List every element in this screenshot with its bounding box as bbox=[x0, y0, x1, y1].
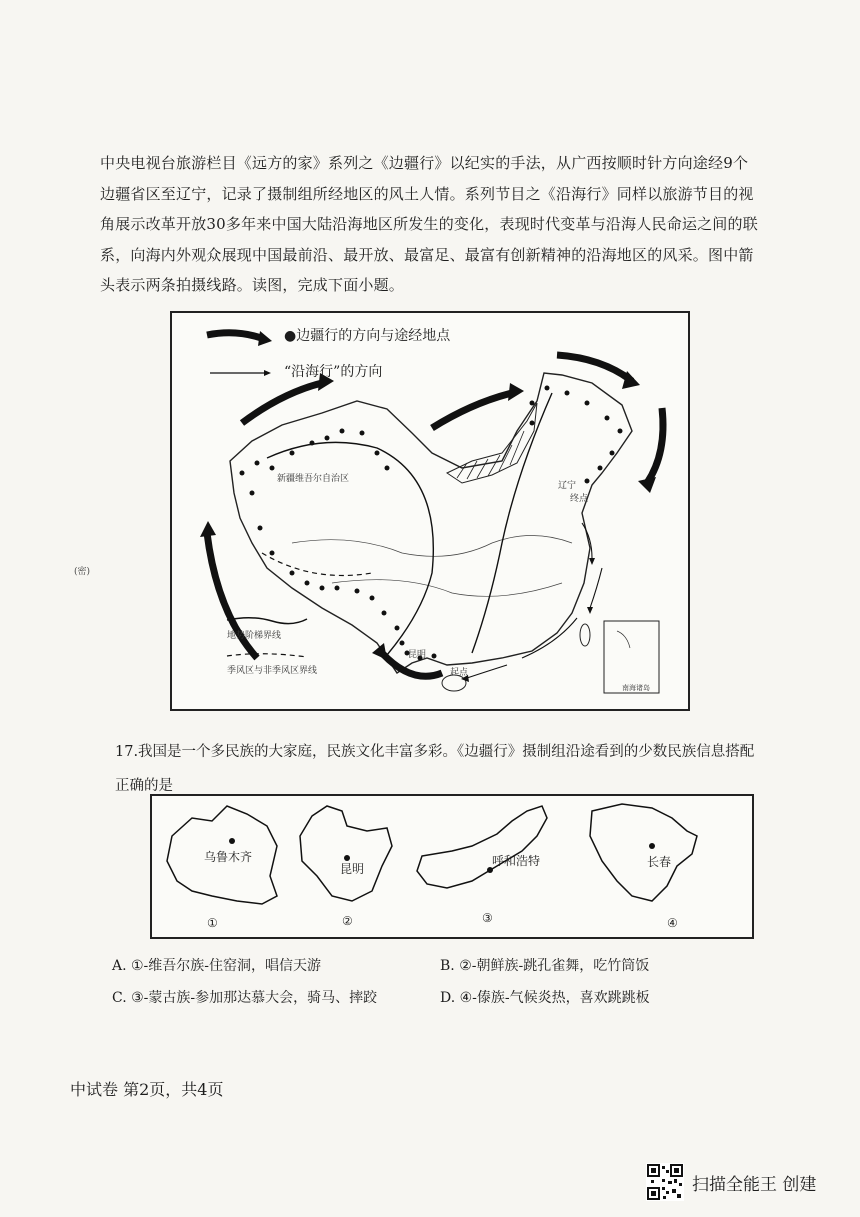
province-1-city: 乌鲁木齐 bbox=[204, 850, 253, 864]
province-figure bbox=[150, 794, 754, 939]
option-c[interactable]: C. ③-蒙古族-参加那达慕大会，骑马、摔跤 bbox=[112, 990, 378, 1006]
question-17-stem: 17.我国是一个多民族的大家庭，民族文化丰富多彩。《边疆行》摄制组沿途看到的少数民族信息搭配正确的是 bbox=[115, 744, 755, 794]
monsoon-boundary-line bbox=[262, 553, 372, 576]
province-3-outline bbox=[417, 806, 547, 888]
legend-monsoon-line bbox=[227, 654, 307, 657]
label-xinjiang: 新疆维吾尔自治区 bbox=[277, 474, 350, 484]
qr-code-icon bbox=[646, 1163, 684, 1201]
scanner-text: 扫描全能王 创建 bbox=[692, 1174, 817, 1195]
scanner-watermark bbox=[646, 1163, 816, 1201]
province-3-number: ③ bbox=[482, 911, 493, 925]
china-route-map bbox=[170, 311, 690, 711]
province-2-number: ② bbox=[342, 914, 353, 928]
province-4-outline bbox=[590, 804, 697, 901]
legend-coastal-trip-label: “沿海行”的方向 bbox=[284, 364, 383, 380]
legend-border-arrowhead-icon bbox=[258, 331, 272, 346]
margin-mark: (密) bbox=[74, 567, 91, 577]
legend-border-arrow-icon bbox=[207, 333, 264, 339]
legend-terrain-line bbox=[227, 618, 307, 624]
intro-paragraph: 中央电视台旅游栏目《远方的家》系列之《边疆行》以纪实的手法，从广西按顺时针方向途经9个边疆省区至辽宁，记录了摄制组所经地区的风土人情。系列节目之《沿海行》同样以旅游节目的视角展示改革开放30多年来中国大陆沿海地区所发生的变化，表现时代变革与沿海人民命运之间的联系，向海内外观众展现中国最前沿、最开放、最富足、最富有创新精神的沿海地区的风采。图中箭头表示两条拍摄线路。读图，完成下面小题。 bbox=[100, 154, 758, 294]
label-start: 起点 bbox=[450, 668, 469, 678]
page-footer: 中试卷 第2页，共4页 bbox=[70, 1080, 224, 1099]
label-kunming: 昆明 bbox=[408, 650, 427, 660]
map-drawing bbox=[172, 313, 688, 709]
province-2-outline bbox=[300, 806, 392, 901]
province-2-city: 昆明 bbox=[340, 862, 365, 876]
label-end: 终点 bbox=[570, 494, 589, 504]
legend-monsoon-label: 季风区与非季风区界线 bbox=[227, 666, 318, 676]
province-3-city: 呼和浩特 bbox=[492, 854, 541, 868]
option-a[interactable]: A. ①-维吾尔族-住窑洞，唱信天游 bbox=[112, 958, 322, 974]
label-liaoning: 辽宁 bbox=[558, 481, 577, 491]
province-4-city: 长春 bbox=[647, 855, 672, 869]
province-4-number: ④ bbox=[667, 916, 678, 930]
option-b[interactable]: B. ②-朝鲜族-跳孔雀舞，吃竹筒饭 bbox=[440, 958, 650, 974]
legend-terrain-label: 地势阶梯界线 bbox=[227, 631, 282, 641]
province-1-number: ① bbox=[207, 916, 218, 930]
legend-border-trip-label: ●边疆行的方向与途经地点 bbox=[284, 328, 451, 344]
label-inset: 南海诸岛 bbox=[622, 684, 650, 692]
taiwan-island bbox=[580, 624, 590, 646]
option-d[interactable]: D. ④-傣族-气候炎热，喜欢跳跳板 bbox=[440, 990, 650, 1006]
coastal-trip-arrows bbox=[467, 523, 602, 678]
